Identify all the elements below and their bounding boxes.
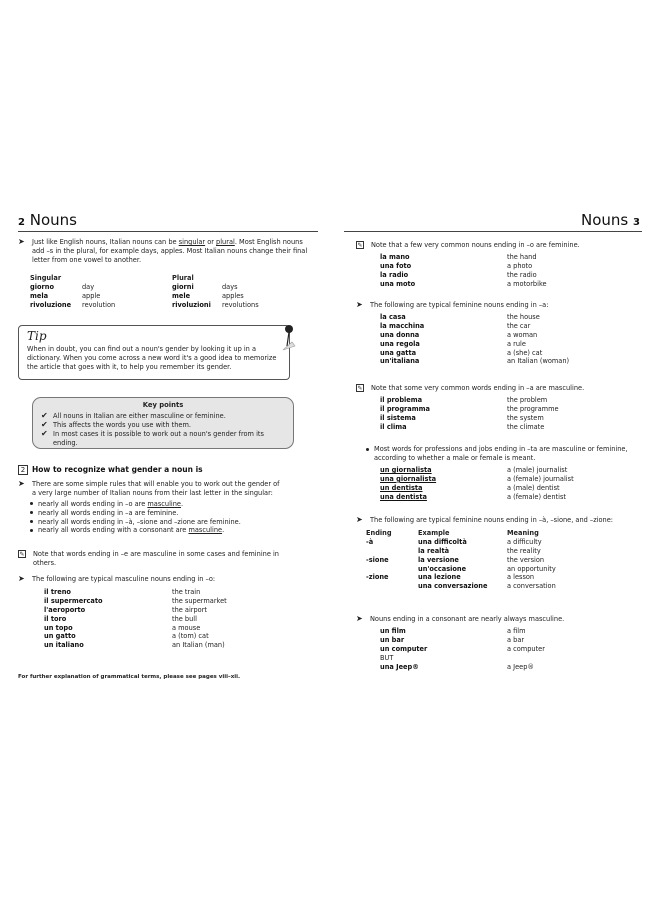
consonant-list [380, 627, 640, 671]
intro-text: Nouns ending in a consonant are nearly always masculine. [370, 615, 565, 623]
table-row [366, 565, 646, 574]
list-item [380, 280, 640, 289]
example-cell: un'occasione [418, 564, 467, 573]
singular-translation: day [82, 282, 95, 291]
table-row [366, 547, 646, 556]
list-item [44, 606, 294, 615]
singular-translation: revolution [82, 300, 116, 309]
english-word: a woman [507, 330, 538, 339]
table-row [30, 283, 290, 292]
singular-word: mela [30, 291, 49, 300]
english-word: a photo [507, 261, 533, 270]
endings-table [366, 529, 646, 591]
arrow-icon: ➤ [18, 237, 25, 246]
english-word: a (male) journalist [507, 466, 568, 474]
italian-word: il treno [44, 588, 71, 596]
intro-paragraph [18, 238, 318, 265]
footer-note: For further explanation of grammatical terms, please see pages viii–xii. [18, 674, 241, 680]
bullet-dot [30, 520, 33, 523]
english-word: a computer [507, 644, 545, 653]
glossary-link-masculine[interactable]: masculine [188, 526, 223, 535]
meaning-cell: a conversation [507, 582, 556, 591]
list-item [380, 475, 640, 484]
list-item [380, 331, 640, 340]
bullet-dot [30, 511, 33, 514]
note-text: others. [33, 558, 57, 567]
rule-text: nearly all words ending in –à, –sione and –zione are feminine. [38, 517, 241, 526]
italian-word: un bar [380, 635, 405, 644]
english-word: a (tom) cat [172, 632, 209, 641]
italian-word: il problema [380, 396, 423, 404]
right-page-header [581, 213, 640, 231]
list-item [44, 588, 294, 597]
checkmark-icon: ✔ [41, 411, 48, 421]
left-page-number: 2 [18, 217, 25, 228]
note-icon: ✎ [357, 242, 363, 249]
bullet-dot [366, 448, 369, 451]
glossary-link-plural[interactable]: plural [216, 238, 235, 246]
masculine-intro [18, 575, 318, 584]
example-cell: una difficoltà [418, 537, 467, 546]
list-item [44, 615, 294, 624]
intro-text: The following are typical masculine nouns ending in –o: [32, 575, 216, 583]
italian-word: un giornalista [380, 466, 432, 474]
italian-word: un film [380, 627, 406, 635]
list-item [380, 396, 640, 405]
key-point: In most cases it is possible to work out a noun's gender from its ending. [53, 429, 264, 447]
ending-cell [366, 547, 418, 556]
english-word: a mouse [172, 623, 201, 632]
singular-word: rivoluzione [30, 300, 72, 309]
intro-text: The following are typical feminine nouns ending in –à, –sione, and –zione: [370, 516, 613, 524]
section-number: 2 [18, 465, 28, 475]
italian-word: la casa [380, 313, 406, 321]
but-label: BUT [380, 653, 394, 662]
italian-word: il programma [380, 404, 430, 413]
rule-text: nearly all words ending in –o are [38, 499, 148, 508]
english-word: the system [507, 413, 544, 422]
left-page-header [18, 213, 77, 231]
rule-text: nearly all words ending with a consonant are [38, 526, 189, 535]
italian-word: un gatto [44, 632, 76, 641]
list-item [380, 484, 640, 493]
column-header-meaning: Meaning [507, 529, 539, 537]
tip-text: the article that goes with it, to help you remember its gender. [27, 362, 232, 371]
italian-word: il clima [380, 422, 407, 431]
plural-translation: days [222, 282, 238, 291]
tip-box [18, 325, 290, 380]
example-cell: la versione [418, 555, 459, 564]
professions-note [366, 445, 650, 463]
rule-text: . [222, 526, 225, 535]
list-item [44, 624, 294, 633]
arrow-icon: ➤ [18, 574, 25, 583]
list-item [380, 466, 640, 475]
ending-cell [366, 565, 418, 574]
note-icon: ✎ [19, 551, 25, 558]
glossary-link-singular[interactable]: singular [178, 238, 206, 246]
left-page-title: Nouns [29, 211, 77, 229]
example-cell: una lezione [418, 573, 461, 582]
plural-table [30, 274, 290, 310]
note-text: Note that some very common words ending in –a are masculine. [371, 384, 585, 392]
key-points-box [32, 397, 294, 449]
italian-word: il toro [44, 614, 67, 623]
fem-a-intro [356, 301, 652, 310]
english-word: the programme [507, 404, 559, 413]
note-icon: ✎ [357, 385, 363, 392]
english-word: a (she) cat [507, 348, 543, 357]
professions-list [380, 466, 640, 502]
ending-cell: -sione [366, 555, 389, 564]
list-item [380, 340, 640, 349]
singular-translation: apple [82, 291, 101, 300]
checkmark-icon: ✔ [41, 420, 48, 430]
italian-word: una dentista [380, 492, 427, 501]
table-row [366, 573, 646, 582]
fem-endings-intro [356, 516, 652, 525]
tip-title: Tip [27, 329, 47, 343]
list-item [380, 636, 640, 645]
italian-word: un dentista [380, 483, 423, 492]
plural-word: rivoluzioni [172, 300, 211, 309]
bullet-dot [30, 529, 33, 532]
english-word: the bull [172, 614, 197, 623]
english-word: the hand [507, 253, 537, 261]
english-word: the house [507, 313, 540, 321]
english-word: a film [507, 627, 526, 635]
italian-word: la mano [380, 253, 410, 261]
ending-cell: -à [366, 537, 374, 546]
list-item [380, 654, 640, 663]
column-header-singular: Singular [30, 274, 62, 282]
list-item [380, 357, 640, 366]
glossary-link-masculine[interactable]: masculine [147, 499, 181, 508]
checkmark-icon: ✔ [41, 428, 48, 438]
singular-word: giorno [30, 282, 54, 291]
english-word: the airport [172, 605, 208, 614]
section-title: How to recognize what gender a noun is [32, 465, 203, 474]
english-word: the problem [507, 396, 548, 404]
rule-text: nearly all words ending in –a are feminine. [38, 508, 179, 517]
table-row [366, 582, 646, 591]
italian-word: una moto [380, 279, 416, 288]
note-text: Note that words ending in –e are masculine in some cases and feminine in [33, 550, 279, 558]
bullet-dot [30, 502, 33, 505]
masc-a-list [380, 396, 640, 432]
left-header-rule [18, 231, 318, 232]
intro-text: The following are typical feminine nouns ending in –a: [370, 301, 549, 309]
intro-text: add –s in the plural, for example days, apples. Most Italian nouns change their final [32, 246, 308, 255]
rule-text: . [180, 499, 184, 508]
list-item [44, 597, 294, 606]
list-item [380, 271, 640, 280]
arrow-icon: ➤ [356, 300, 363, 309]
right-page-title: Nouns [581, 211, 629, 229]
italian-word: una gatta [380, 348, 417, 357]
list-item [380, 627, 640, 636]
table-row [30, 301, 290, 310]
list-item [380, 414, 640, 423]
professions-text: Most words for professions and jobs ending in –ta are masculine or feminine, [374, 445, 628, 453]
english-word: an Italian (woman) [507, 357, 570, 366]
english-word: the radio [507, 270, 537, 279]
italian-word: una regola [380, 339, 420, 348]
meaning-cell: a difficulty [507, 537, 542, 546]
english-word: a rule [507, 339, 526, 348]
meaning-cell: the version [507, 555, 545, 564]
italian-word: un italiano [44, 641, 84, 650]
italian-word: un topo [44, 623, 73, 632]
list-item [380, 493, 640, 502]
italian-word: un'italiana [380, 357, 420, 366]
note-e-endings [18, 550, 318, 568]
right-header-rule [344, 231, 642, 232]
column-header-plural: Plural [172, 274, 194, 282]
english-word: the supermarket [172, 596, 227, 605]
key-point: All nouns in Italian are either masculine or feminine. [53, 412, 226, 421]
example-cell: la realtà [418, 546, 450, 555]
ending-cell [366, 582, 418, 591]
note-masc-a [356, 384, 652, 393]
italian-word: l'aeroporto [44, 605, 86, 614]
meaning-cell: an opportunity [507, 564, 556, 573]
list-item [44, 632, 294, 641]
list-item [380, 645, 640, 654]
italian-word: la radio [380, 270, 409, 279]
list-item [44, 641, 294, 650]
tip-text: When in doubt, you can find out a noun's gender by looking it up in a [27, 345, 256, 353]
masculine-list [44, 588, 294, 650]
list-item [380, 253, 640, 262]
list-item [380, 313, 640, 322]
italian-word: la macchina [380, 321, 425, 330]
italian-word: una Jeep® [380, 662, 419, 671]
column-header-example: Example [418, 529, 450, 537]
english-word: a motorbike [507, 279, 547, 288]
fem-a-list [380, 313, 640, 366]
note-fem-o [356, 241, 652, 250]
column-header-ending: Ending [366, 529, 392, 537]
gender-rules [18, 480, 318, 535]
italian-word: una foto [380, 261, 412, 270]
arrow-icon: ➤ [356, 614, 363, 623]
rules-text: a very large number of Italian nouns from their last letter in the singular: [32, 488, 273, 497]
list-item [380, 262, 640, 271]
example-cell: una conversazione [418, 582, 488, 591]
table-row [366, 538, 646, 547]
meaning-cell: the reality [507, 546, 541, 555]
english-word: the train [172, 588, 201, 596]
key-point: This affects the words you use with them. [53, 421, 192, 430]
list-item [380, 423, 640, 432]
english-word: the car [507, 321, 531, 330]
section-2-heading [18, 465, 318, 475]
english-word: a (female) dentist [507, 492, 566, 501]
italian-word: una donna [380, 330, 420, 339]
intro-text: Just like English nouns, Italian nouns can be [32, 238, 179, 246]
english-word: a (female) journalist [507, 474, 574, 483]
list-item [380, 322, 640, 331]
right-page-number: 3 [633, 217, 640, 228]
english-word: a Jeep® [507, 662, 534, 671]
english-word: a (male) dentist [507, 483, 560, 492]
list-item [380, 349, 640, 358]
plural-word: mele [172, 291, 191, 300]
italian-word: un computer [380, 644, 428, 653]
professions-text: according to whether a male or female is meant. [374, 453, 536, 462]
english-word: a bar [507, 635, 525, 644]
plural-translation: apples [222, 291, 244, 300]
english-word: an Italian (man) [172, 641, 225, 650]
meaning-cell: a lesson [507, 573, 535, 582]
intro-text: . Most English nouns [234, 238, 303, 246]
consonant-intro [356, 615, 652, 624]
plural-translation: revolutions [222, 300, 259, 309]
table-row [30, 292, 290, 301]
key-points-title: Key points [142, 401, 184, 409]
note-text: Note that a few very common nouns ending in –o are feminine. [371, 241, 580, 249]
english-word: the climate [507, 422, 545, 431]
intro-text: or [205, 238, 217, 246]
rules-text: There are some simple rules that will enable you to work out the gender of [32, 480, 280, 488]
ending-cell: -zione [366, 573, 389, 582]
italian-word: il supermercato [44, 596, 103, 605]
intro-text: letter from one vowel to another. [32, 255, 142, 264]
list-item [380, 405, 640, 414]
list-item [380, 663, 640, 672]
pushpin-icon [282, 324, 296, 354]
italian-word: una giornalista [380, 474, 437, 483]
table-row [366, 556, 646, 565]
italian-word: il sistema [380, 413, 416, 422]
arrow-icon: ➤ [356, 515, 363, 524]
fem-o-list [380, 253, 640, 289]
tip-text: dictionary. When you come across a new word it's a good idea to memorize [27, 353, 277, 362]
arrow-icon: ➤ [18, 479, 25, 488]
plural-word: giorni [172, 282, 194, 291]
